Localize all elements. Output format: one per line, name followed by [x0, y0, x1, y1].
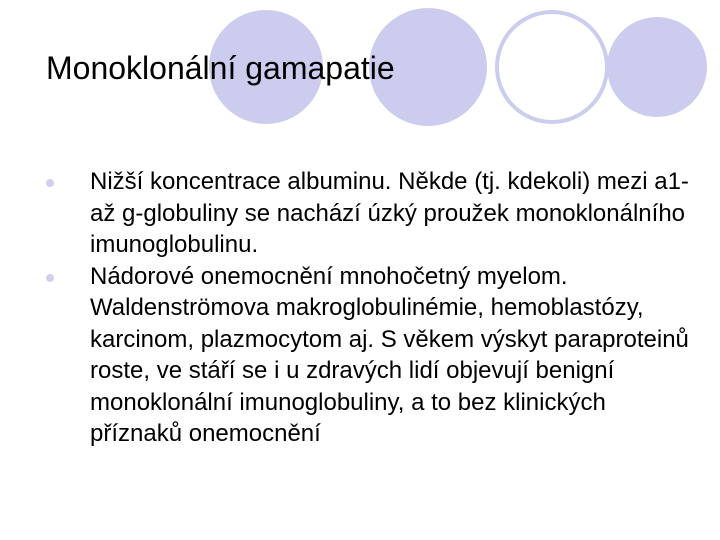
bullet-dot-icon — [46, 179, 54, 187]
decor-circle-4 — [607, 17, 707, 117]
bullet-item-2 — [46, 261, 696, 450]
slide-title: Monoklonální gamapatie — [46, 50, 395, 86]
decor-circle-3 — [497, 12, 607, 122]
bullet-item-1 — [46, 166, 696, 261]
bullet-dot-icon — [46, 274, 54, 282]
bullet-list — [46, 166, 696, 450]
bullet-text-1: Nižší koncentrace albuminu. Někde (tj. kdekoli) mezi a1- až g-globuliny se nachází úzký proužek monoklonálního imunoglobulinu. — [90, 168, 689, 258]
bullet-text-2: Nádorové onemocnění mnohočetný myelom. Waldenströmova makroglobulinémie, hemoblastózy, karcinom, plazmocytom aj. S věkem výskyt paraproteinů roste, ve stáří se i u zdravých lidí objevují benigní monoklonální imunoglobuliny, a to bez klinických příznaků onemocnění — [90, 262, 689, 447]
